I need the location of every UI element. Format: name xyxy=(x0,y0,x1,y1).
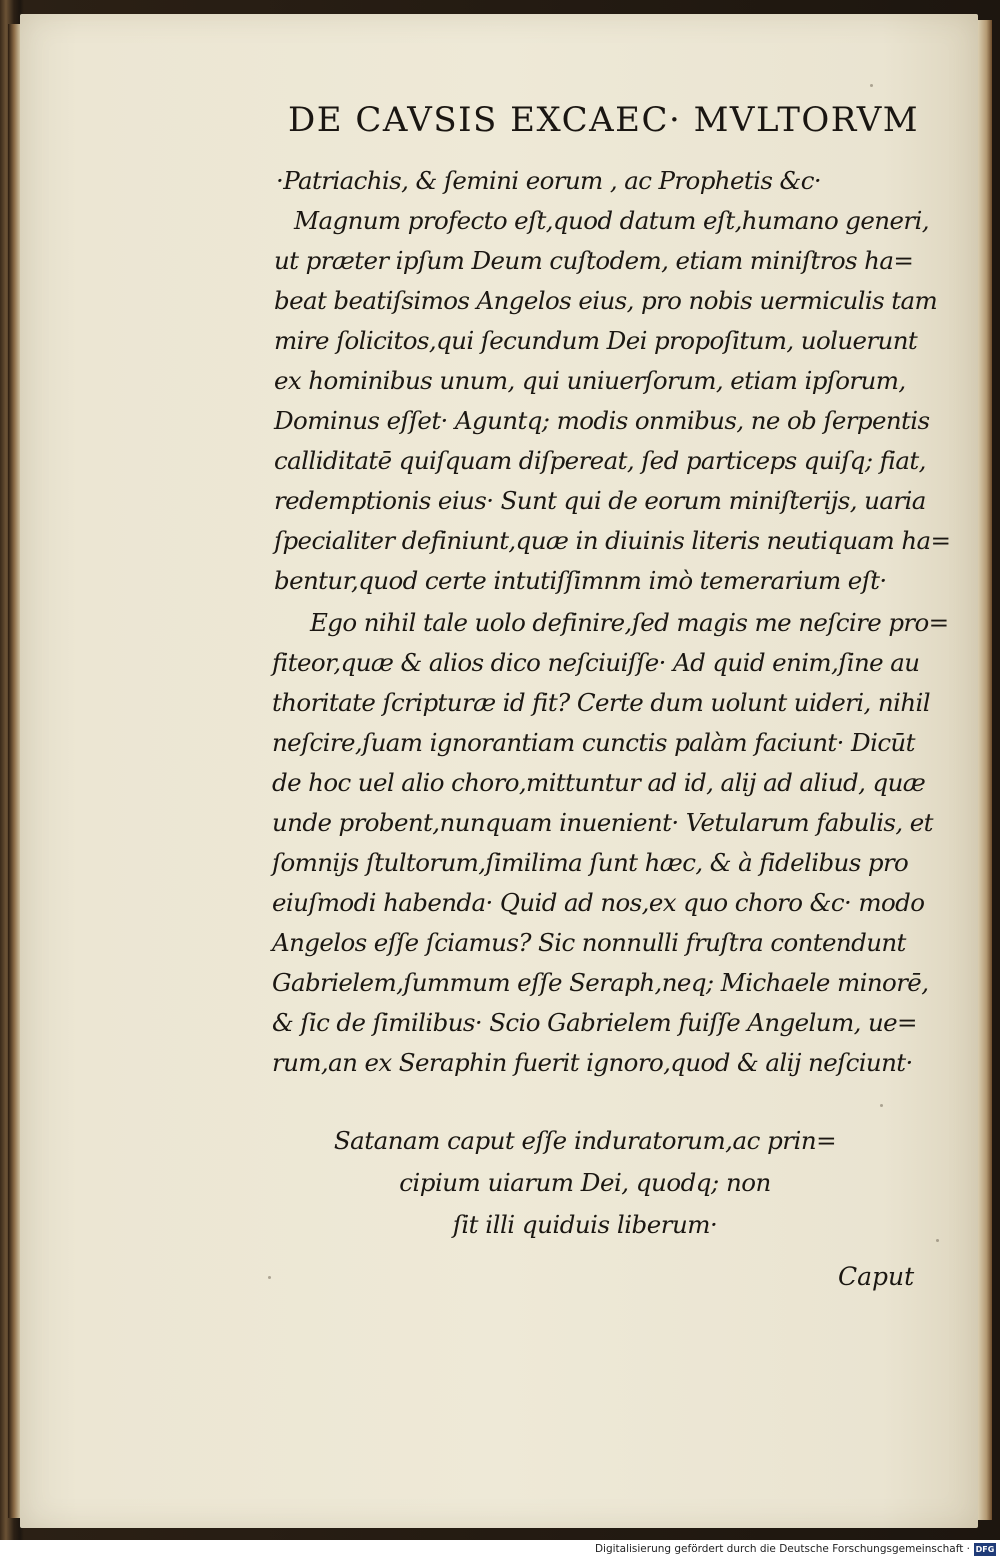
text-line: redemptionis eius· Sunt qui de eorum miniſterijs, uaria xyxy=(274,486,926,515)
text-line: unde probent,nunquam inuenient· Vetularum fabulis, et xyxy=(272,808,933,837)
page-fore-edge xyxy=(978,20,992,1520)
text-line: eiuſmodi habenda· Quid ad nos,ex quo choro &c· modo xyxy=(272,888,925,917)
text-line: ·Patriachis, & ſemini eorum , ac Prophetis &c· xyxy=(276,166,822,195)
text-line: Angelos eſſe ſciamus? Sic nonnulli fruſtra contendunt xyxy=(272,928,906,957)
chapter-heading-line: Satanam caput eſſe induratorum,ac prin= xyxy=(333,1126,837,1155)
text-line: fiteor,quæ & alios dico neſciuiſſe· Ad quid enim,ſine au xyxy=(272,648,920,677)
text-line: ſomnijs ſtultorum,ſimilima ſunt hæc, & à fidelibus pro xyxy=(272,848,909,877)
paper-speck xyxy=(870,84,873,87)
text-line: Magnum profecto eſt,quod datum eſt,humano generi, xyxy=(294,206,929,235)
running-head: DE CAVSIS EXCAEC· MVLTORVM xyxy=(288,100,920,140)
text-line: bentur,quod certe intutiſſimnm imò temerarium eſt· xyxy=(274,566,887,595)
paper-speck xyxy=(880,1104,883,1107)
text-line: Gabrielem,ſummum eſſe Seraph,neq; Michaele minorē, xyxy=(272,968,929,997)
paper-speck xyxy=(268,1276,271,1279)
text-line: calliditatē quiſquam diſpereat, ſed particeps quiſq; fiat, xyxy=(274,446,926,475)
dfg-logo-icon: DFG xyxy=(975,1545,995,1554)
text-line: rum,an ex Seraphin fuerit ignoro,quod & alij neſciunt· xyxy=(272,1048,913,1077)
text-line: neſcire,ſuam ignorantiam cunctis palàm faciunt· Dicūt xyxy=(272,728,915,757)
text-line: & ſic de ſimilibus· Scio Gabrielem fuiſſe Angelum, ue= xyxy=(272,1008,917,1037)
text-line: beat beatiſsimos Angelos eius, pro nobis uermiculis tam xyxy=(274,286,938,315)
text-line: mire ſolicitos,qui ſecundum Dei propoſitum, uoluerunt xyxy=(274,326,918,355)
chapter-heading-line: cipium uiarum Dei, quodq; non xyxy=(399,1168,771,1197)
text-line: thoritate ſcripturæ id fit? Certe dum uolunt uideri, nihil xyxy=(272,688,930,717)
text-line: de hoc uel alio choro,mittuntur ad id, alij ad aliud, quæ xyxy=(272,768,926,797)
funding-credit: Digitalisierung gefördert durch die Deutsche Forschungsgemeinschaft · xyxy=(594,1543,970,1555)
chapter-heading-line: ſit illi quiduis liberum· xyxy=(452,1210,718,1239)
footer-bar xyxy=(0,1540,1000,1561)
text-line: ſpecialiter definiunt,quæ in diuinis literis neutiquam ha= xyxy=(274,526,951,555)
paper-speck xyxy=(936,1239,939,1242)
text-line: ut præter ipſum Deum cuſtodem, etiam miniſtros ha= xyxy=(274,246,914,275)
text-line: Ego nihil tale uolo definire,ſed magis me neſcire pro= xyxy=(310,608,949,637)
text-line: Dominus eſſet· Aguntq; modis onmibus, ne ob ſerpentis xyxy=(274,406,930,435)
catchword: Caput xyxy=(838,1262,915,1291)
text-line: ex hominibus unum, qui uniuerſorum, etiam ipſorum, xyxy=(274,366,906,395)
page-binding-edge xyxy=(8,24,20,1518)
